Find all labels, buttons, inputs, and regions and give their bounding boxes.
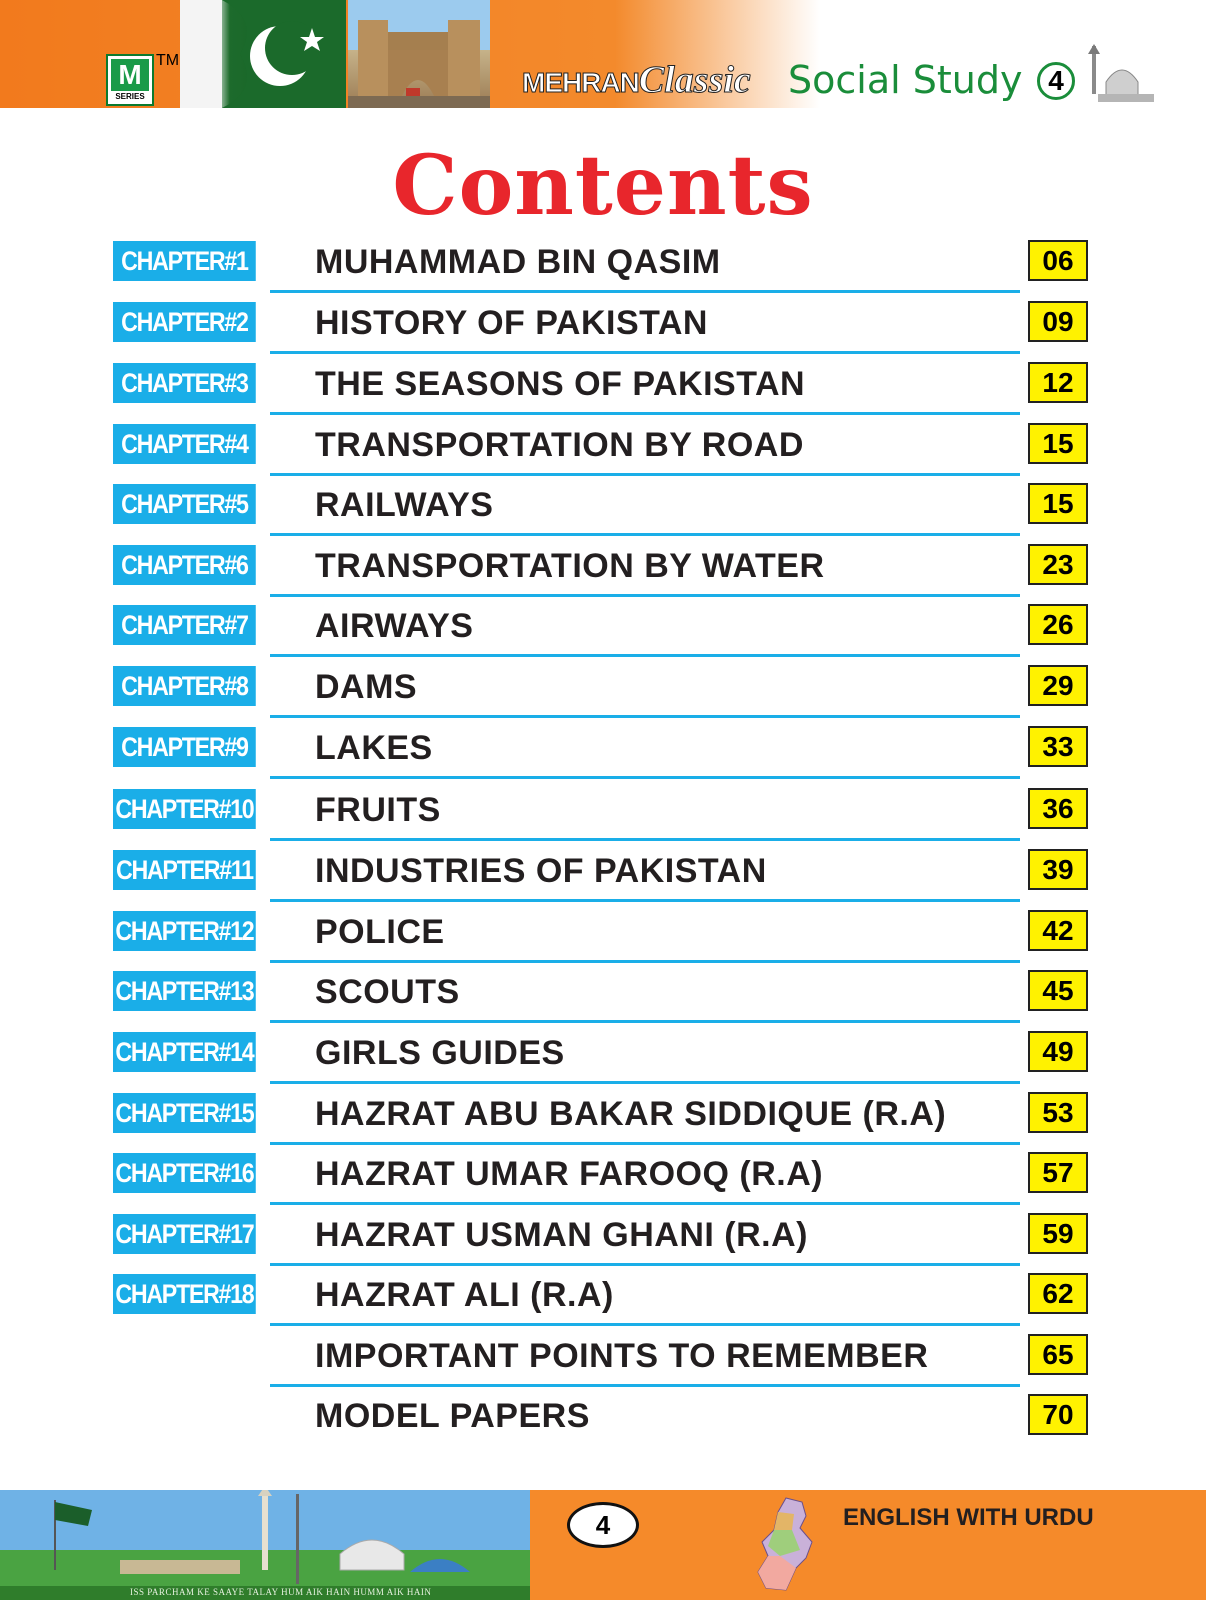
chapter-title: TRANSPORTATION BY ROAD — [315, 426, 804, 464]
page-number-box: 49 — [1028, 1031, 1088, 1072]
chapter-label: CHAPTER#4 — [113, 424, 256, 464]
chapter-label: CHAPTER#2 — [113, 302, 256, 342]
page-number-box: 59 — [1028, 1213, 1088, 1254]
page-number-box: 12 — [1028, 362, 1088, 403]
toc-row[interactable] — [0, 1273, 1206, 1333]
logo-series: SERIES — [115, 92, 145, 101]
row-divider — [270, 1081, 1020, 1084]
row-divider — [270, 1020, 1020, 1023]
chapter-label: CHAPTER#14 — [113, 1032, 256, 1072]
chapter-label: CHAPTER#16 — [113, 1153, 256, 1193]
page-footer — [0, 1490, 1206, 1600]
row-divider — [270, 1384, 1020, 1387]
chapter-title: RAILWAYS — [315, 486, 494, 524]
chapter-label: CHAPTER#15 — [113, 1093, 256, 1133]
chapter-title: HAZRAT ALI (R.A) — [315, 1276, 614, 1314]
page-number: 4 — [567, 1502, 639, 1548]
chapter-title: FRUITS — [315, 791, 441, 829]
chapter-title: POLICE — [315, 913, 445, 951]
row-divider — [270, 838, 1020, 841]
chapter-title: MUHAMMAD BIN QASIM — [315, 243, 721, 281]
toc-row[interactable] — [0, 1092, 1206, 1152]
chapter-label: CHAPTER#11 — [113, 850, 256, 890]
page-number-box: 09 — [1028, 301, 1088, 342]
toc-row[interactable] — [0, 362, 1206, 422]
page-number-box: 57 — [1028, 1152, 1088, 1193]
mazar-quaid-icon — [1078, 44, 1156, 106]
toc-row[interactable] — [0, 423, 1206, 483]
chapter-label: CHAPTER#9 — [113, 727, 256, 767]
row-divider — [270, 412, 1020, 415]
chapter-title: MODEL PAPERS — [315, 1397, 590, 1435]
page-number-box: 26 — [1028, 604, 1088, 645]
page-number-box: 06 — [1028, 240, 1088, 281]
toc-row[interactable] — [0, 544, 1206, 604]
page-number-box: 45 — [1028, 970, 1088, 1011]
row-divider — [270, 533, 1020, 536]
row-divider — [270, 473, 1020, 476]
toc-row[interactable] — [0, 1213, 1206, 1273]
chapter-title: TRANSPORTATION BY WATER — [315, 547, 825, 585]
row-divider — [270, 899, 1020, 902]
series-brand — [522, 58, 751, 102]
toc-row[interactable] — [0, 1031, 1206, 1091]
toc-row[interactable] — [0, 483, 1206, 543]
row-divider — [270, 715, 1020, 718]
chapter-label: CHAPTER#10 — [113, 789, 256, 829]
chapter-title: AIRWAYS — [315, 607, 474, 645]
chapter-label: CHAPTER#18 — [113, 1274, 256, 1314]
page-number-box: 23 — [1028, 544, 1088, 585]
chapter-label: CHAPTER#8 — [113, 666, 256, 706]
toc-row[interactable] — [0, 1334, 1206, 1394]
page-number-box: 62 — [1028, 1273, 1088, 1314]
toc-row[interactable] — [0, 788, 1206, 848]
page-number-box: 36 — [1028, 788, 1088, 829]
landmarks-illustration — [0, 1490, 530, 1600]
chapter-label: CHAPTER#7 — [113, 605, 256, 645]
pakistan-map-icon — [756, 1494, 822, 1594]
row-divider — [270, 594, 1020, 597]
row-divider — [270, 1323, 1020, 1326]
toc-row[interactable] — [0, 726, 1206, 786]
chapter-title: HAZRAT UMAR FAROOQ (R.A) — [315, 1155, 824, 1193]
page-number-box: 33 — [1028, 726, 1088, 767]
row-divider — [270, 1142, 1020, 1145]
page-number-box: 53 — [1028, 1092, 1088, 1133]
toc-row[interactable] — [0, 301, 1206, 361]
page-number-box: 39 — [1028, 849, 1088, 890]
toc-row[interactable] — [0, 1394, 1206, 1454]
chapter-label: CHAPTER#1 — [113, 241, 256, 281]
page-number-box: 15 — [1028, 423, 1088, 464]
toc-row[interactable] — [0, 1152, 1206, 1212]
chapter-label: CHAPTER#13 — [113, 971, 256, 1011]
chapter-title: GIRLS GUIDES — [315, 1034, 565, 1072]
subject-title: Social Study — [788, 58, 1023, 102]
toc-row[interactable] — [0, 240, 1206, 300]
logo-letter: M — [111, 59, 149, 91]
grade-badge: 4 — [1037, 62, 1075, 100]
chapter-title: SCOUTS — [315, 973, 460, 1011]
footer-slogan: ISS PARCHAM KE SAAYE TALAY HUM AIK HAIN HUMM AIK HAIN — [130, 1587, 432, 1597]
row-divider — [270, 776, 1020, 779]
chapter-title: HISTORY OF PAKISTAN — [315, 304, 708, 342]
brand-classic: Classic — [638, 59, 751, 101]
toc-row[interactable] — [0, 970, 1206, 1030]
chapter-label: CHAPTER#3 — [113, 363, 256, 403]
toc-row[interactable] — [0, 849, 1206, 909]
chapter-title: THE SEASONS OF PAKISTAN — [315, 365, 806, 403]
toc-row[interactable] — [0, 910, 1206, 970]
page-number-box: 70 — [1028, 1394, 1088, 1435]
page-header — [0, 0, 1206, 110]
khyber-gate-image — [348, 0, 490, 108]
row-divider — [270, 351, 1020, 354]
chapter-title: INDUSTRIES OF PAKISTAN — [315, 852, 767, 890]
chapter-title: DAMS — [315, 668, 418, 706]
landmarks-image — [0, 1490, 530, 1600]
edition-label: ENGLISH WITH URDU — [843, 1504, 1094, 1531]
row-divider — [270, 290, 1020, 293]
page-number-box: 65 — [1028, 1334, 1088, 1375]
row-divider — [270, 1202, 1020, 1205]
page-title: Contents — [392, 138, 814, 234]
brand-mehran: MEHRAN — [522, 67, 639, 98]
pakistan-flag-image — [180, 0, 346, 108]
row-divider — [270, 1263, 1020, 1266]
chapter-title: IMPORTANT POINTS TO REMEMBER — [315, 1337, 929, 1375]
chapter-label: CHAPTER#6 — [113, 545, 256, 585]
logo-trademark: TM — [156, 52, 180, 69]
chapter-label: CHAPTER#12 — [113, 911, 256, 951]
publisher-logo — [106, 54, 154, 106]
row-divider — [270, 654, 1020, 657]
chapter-label: CHAPTER#17 — [113, 1214, 256, 1254]
row-divider — [270, 960, 1020, 963]
page-number-box: 15 — [1028, 483, 1088, 524]
chapter-title: HAZRAT USMAN GHANI (R.A) — [315, 1216, 808, 1254]
page-number-box: 42 — [1028, 910, 1088, 951]
page-number-box: 29 — [1028, 665, 1088, 706]
gate-illustration — [348, 0, 490, 108]
chapter-title: HAZRAT ABU BAKAR SIDDIQUE (R.A) — [315, 1095, 947, 1133]
toc-row[interactable] — [0, 604, 1206, 664]
flag-crescent-icon — [180, 0, 346, 108]
chapter-title: LAKES — [315, 729, 433, 767]
chapter-label: CHAPTER#5 — [113, 484, 256, 524]
toc-row[interactable] — [0, 665, 1206, 725]
